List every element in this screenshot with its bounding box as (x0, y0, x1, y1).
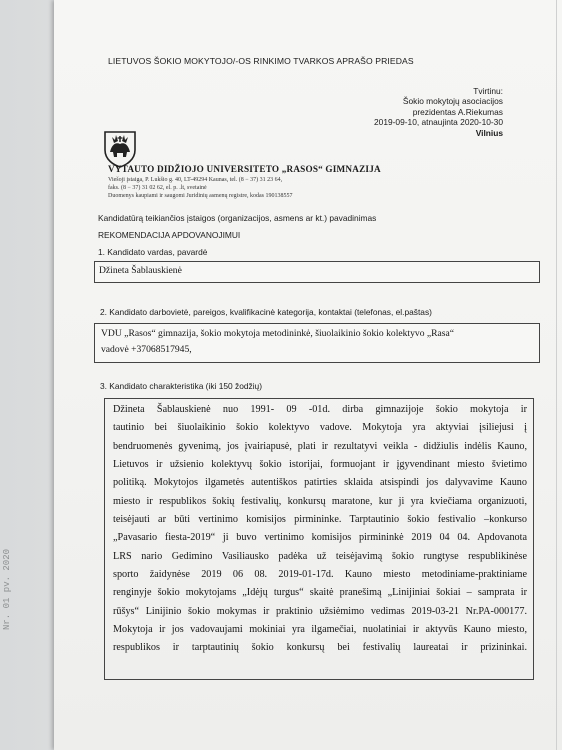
page-edge (556, 0, 557, 750)
characteristic-line: LRS nario Gedimino Vasiliausko padėka už teisėjavimą šokio rungtyse respublikinėse (113, 550, 527, 562)
workplace-line: VDU „Rasos“ gimnazija, šokio mokytoja metodininkė, šiuolaikinio šokio kolektyvo „Rasa“ (101, 328, 455, 339)
characteristic-line: „Pavasario fiesta-2019“ ji buvo vertinimo komisijos pirmininkė 2019 04 04. Apdovanota (113, 532, 527, 544)
characteristic-line: sporto žaidynėse 2019 06 08. 2019-01-17d. Kauno miesto metodiniame-praktiniame (113, 569, 527, 581)
approval-line: Vilnius (475, 127, 503, 138)
characteristic-line: Lietuvos ir užsienio kolektyvų šokio istorijai, formuojant ir įgyvendinant miesto švietimo (113, 459, 527, 471)
nominator-label: Kandidatūrą teikiančios įstaigos (organizacijos, asmens ar kt.) pavadinimas (98, 213, 377, 223)
characteristic-line: politiką. Mokytojos ilgametės autentiškos patirties sklaida atsispindi jos dalyvavime Kauno (113, 477, 527, 489)
school-registry: Duomenys kaupiami ir saugomi Juridinių asmenų registre, kodas 190138557 (108, 193, 293, 199)
header-title: LIETUVOS ŠOKIO MOKYTOJO/-OS RINKIMO TVARKOS APRAŠO PRIEDAS (108, 56, 414, 66)
coat-of-arms-icon (102, 130, 138, 168)
school-name: VYTAUTO DIDŽIOJO UNIVERSITETO „RASOS“ GIMNAZIJA (108, 164, 381, 174)
candidate-name-value: Džineta Šablauskienė (99, 265, 182, 276)
workplace-line: vadovė +37068517945, (101, 344, 192, 355)
characteristic-line: bendruomenės gyvenimą, jos įvairiapusė, plati ir rezultatyvi veikla - didžiulis indėlis Kauno, (113, 440, 527, 452)
characteristic-line: Džineta Šablauskienė nuo 1991- 09 -01d. dirba gimnazijoje šokio mokytoja ir (113, 404, 527, 415)
characteristic-line: rūšys“ Linijinio šokio mokymas ir praktinio užsiėmimo vedimas 2019-03-21 Nr.PA-000177. (113, 605, 527, 617)
candidate-name-box (94, 261, 540, 283)
characteristic-line: Mokytoja ir jos vadovaujami mokiniai yra ilgamečiai, nuolatiniai ir aktyvūs Kauno miesto, (113, 624, 527, 636)
approval-line: Šokio mokytojų asociacijos (402, 96, 503, 107)
characteristic-label: 3. Kandidato charakteristika (iki 150 žodžių) (100, 381, 262, 391)
school-address: Viešoji įstaiga, P. Lukšio g. 40, LT-49294 Kaunas, tel. (8 − 37) 31 23 64, (108, 177, 283, 183)
school-contacts: faks. (8 − 37) 31 02 62, el. p. .lt, svetainė (108, 185, 207, 191)
characteristic-line: miesto ir respublikos šokių festivalių, konkursų maratone, kur ji yra kviečiama organizuoti, (113, 495, 527, 507)
characteristic-line: respublikos ir tarptautinių šokio konkursų bei festivalių laureatai ir prizininkai. (113, 642, 527, 654)
characteristic-box (104, 398, 534, 680)
candidate-name-label: 1. Kandidato vardas, pavardė (98, 247, 208, 257)
side-note: Nr. 01 pv. 2020 (2, 548, 12, 630)
characteristic-line: teisėjauti ar būti vertinimo komisijos pirmininke. Tarptautinio šokio festivalio –konkurso (113, 514, 527, 526)
recommendation-heading: REKOMENDACIJA APDOVANOJIMUI (98, 230, 241, 240)
approval-line: Tvirtinu: (473, 86, 503, 96)
approval-line: 2019-09-10, atnaujinta 2020-10-30 (374, 117, 503, 128)
workplace-label: 2. Kandidato darbovietė, pareigos, kvalifikacinė kategorija, kontaktai (telefonas, el.paštas) (100, 307, 432, 317)
approval-block (283, 86, 503, 138)
characteristic-line: tautinio bei šiuolaikinio šokio kolektyvo vadove. Mokytoja yra aktyviai įsiliejusi į (113, 422, 527, 434)
approval-line: prezidentas A.Riekumas (412, 106, 503, 117)
workplace-box (94, 323, 540, 363)
document-page (54, 0, 562, 750)
characteristic-line: renginyje šokio mokytojams „Idėjų turgus“ skaitė pranešimą „Linijiniai šokiai – samprata ir (113, 587, 527, 599)
